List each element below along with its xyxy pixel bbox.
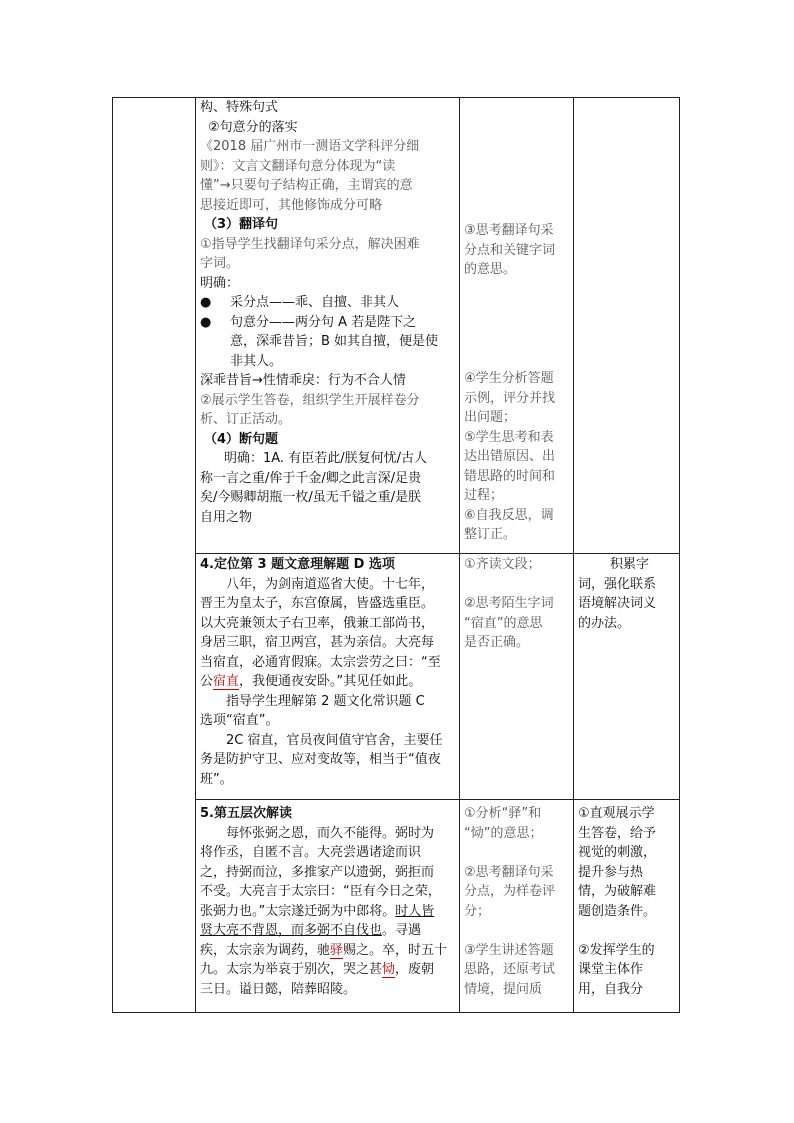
text-line: ①指导学生找翻译句采分点，解决困难 xyxy=(200,236,420,252)
text-line: ②思考陌生字词 xyxy=(464,596,554,611)
text-line: 身居三职，宿卫两宫，甚为亲信。大亮每 xyxy=(200,635,435,650)
text-line: 语境解决词义 xyxy=(578,596,657,611)
text-line: 分； xyxy=(464,903,491,919)
text-line: 三日。谥日懿，陪葬昭陵。 xyxy=(200,981,357,997)
column-divider xyxy=(459,97,460,1013)
text-line: 是否正确。 xyxy=(464,635,530,650)
text-line: 用，自我分 xyxy=(578,981,644,997)
highlighted-term: 驿 xyxy=(330,942,344,958)
row1-student-cell xyxy=(464,221,572,280)
text-line: 疾，太宗亲为调药，驰驿赐之。卒，时五十 xyxy=(200,942,448,958)
text-line: 生答卷，给予 xyxy=(578,825,657,841)
text-line: 整订正。 xyxy=(464,527,517,542)
section-heading: 5.第五层次解读 xyxy=(200,806,292,821)
text-line: 提升参与热 xyxy=(578,864,644,880)
row-divider xyxy=(195,553,680,554)
text-line: ③思考翻译句采 xyxy=(464,223,554,238)
text-line: 2C 宿直，官员夜间值守官舍，主要任 xyxy=(226,732,443,748)
table-border-left xyxy=(112,97,113,1013)
column-divider xyxy=(573,97,574,1013)
highlighted-term: 恸 xyxy=(382,962,396,977)
row-divider xyxy=(195,799,680,800)
text-line: 公宿直，我便通夜安卧。”其见任如此。 xyxy=(200,674,422,689)
text-line: 分点和关键字词 xyxy=(464,242,556,258)
text-line: 的办法。 xyxy=(578,615,631,631)
row3-design-cell xyxy=(578,804,678,999)
text-line: 出问题； xyxy=(464,410,517,425)
text-line: 达出错原因、出 xyxy=(464,449,556,464)
text-line: 贤大亮不背恩，而多弼不自伐也。寻遇 xyxy=(200,923,422,938)
text-line: 张弼力也。”太宗遂迁弼为中郎将。时人皆 xyxy=(200,903,435,919)
text-line: 不受。大亮言于太宗曰：“臣有今日之荣， xyxy=(200,884,441,899)
text-line: 指导学生理解第 2 题文化常识题 C xyxy=(226,693,425,709)
text-line: 析、订正活动。 xyxy=(200,412,292,427)
table-border-right xyxy=(679,97,680,1013)
text-line: “宿直”的意思 xyxy=(464,615,543,631)
text-line: ②思考翻译句采 xyxy=(464,864,554,880)
text-line: ④学生分析答题 xyxy=(464,371,554,386)
text-line: 选项“宿直”。 xyxy=(200,713,279,728)
text-line: 九。太宗为举哀于别次，哭之甚恸，废朝 xyxy=(200,962,435,977)
row2-design-cell xyxy=(578,555,678,633)
text-line: 明确： xyxy=(200,275,240,291)
text-line: 意，深乖昔旨；B 如其自擅，便是使 xyxy=(230,334,439,349)
text-line: 将作丞，自匿不言。大亮尝遇诸途而识 xyxy=(200,845,422,860)
text-line: 之，持弼而泣，多推家产以遗弼，弼拒而 xyxy=(200,864,435,880)
text-line: 积累字 xyxy=(610,557,650,572)
text-line: 非其人。 xyxy=(230,353,283,369)
text-line: 情，为破解难 xyxy=(578,884,657,899)
row1-content-cell xyxy=(200,98,458,552)
text-line: 晋王为皇太子，东宫僚属，皆盛选重臣。 xyxy=(200,596,435,611)
text-line: 自用之物 xyxy=(200,509,253,525)
text-line: 的意思。 xyxy=(464,262,517,277)
row1-student-cell-2 xyxy=(464,369,572,545)
text-line: 则》：文言文翻译句意分体现为“读 xyxy=(200,158,396,174)
section-heading: （4）断句题 xyxy=(204,431,279,447)
text-line: 班”。 xyxy=(200,771,233,787)
text-line: 词，强化联系 xyxy=(578,576,657,592)
lesson-plan-table xyxy=(112,97,680,1013)
text-line: 八年，为剑南道巡省大使。十七年， xyxy=(226,576,435,592)
text-line: 情境，提问质 xyxy=(464,981,543,997)
section-heading: 4.定位第 3 题文意理解题 D 选项 xyxy=(200,557,395,572)
section-heading: （3）翻译句 xyxy=(204,217,279,232)
text-line: 《2018 届广州市一测语文学科评分细 xyxy=(200,139,420,154)
text-line: ②句意分的落实 xyxy=(208,119,298,135)
text-line: 当宿直，必通宵假寐。太宗尝劳之曰：“至 xyxy=(200,654,441,670)
table-border-bottom xyxy=(112,1012,680,1013)
text-line: ①直观展示学 xyxy=(578,806,655,821)
text-line: ②展示学生答卷，组织学生开展样卷分 xyxy=(200,392,420,408)
text-line: 示例，评分并找 xyxy=(464,390,556,406)
text-line: 务是防护守卫、应对变故等，相当于“值夜 xyxy=(200,752,441,767)
text-line: 深乖昔旨→性情乖戾：行为不合人情 xyxy=(200,373,406,388)
text-line: 每怀张弼之恩，而久不能得。弼时为 xyxy=(226,825,435,841)
text-line: ①齐读文段； xyxy=(464,557,541,572)
bullet-icon: ● xyxy=(200,295,212,310)
text-line: 课堂主体作 xyxy=(578,962,644,977)
text-line: 错思路的时间和 xyxy=(464,468,556,484)
row3-content-cell xyxy=(200,804,458,1011)
text-line: 称一言之重/侔于千金/卿之此言深/足贵 xyxy=(200,470,422,486)
text-line: 思路，还原考试 xyxy=(464,962,556,977)
bullet-item: ● 采分点——乖、自擅、非其人 xyxy=(200,293,458,313)
text-line: 矣/今赐卿胡瓶一枚/虽无千镒之重/是朕 xyxy=(200,490,422,505)
text-line: 题创造条件。 xyxy=(578,903,657,919)
text-line: 分点，为样卷评 xyxy=(464,884,556,899)
text-line: 懂”→只要句子结构正确，主谓宾的意 xyxy=(200,178,413,193)
text-line: 视觉的刺激， xyxy=(578,845,657,860)
row2-content-cell xyxy=(200,555,458,798)
text-line: ③学生讲述答题 xyxy=(464,942,554,958)
text-line: ⑥自我反思，调 xyxy=(464,507,554,523)
text-line: 字词。 xyxy=(200,256,240,271)
text-line: “恸”的意思； xyxy=(464,825,543,841)
text-line: ②发挥学生的 xyxy=(578,942,655,958)
text-line: 过程； xyxy=(464,488,504,503)
row3-student-cell xyxy=(464,804,572,999)
highlighted-term: 宿直 xyxy=(213,674,240,689)
column-divider xyxy=(195,97,196,1013)
text-line: ⑤学生思考和表 xyxy=(464,429,554,445)
text-line: 明确：1A. 有臣若此/朕复何忧/古人 xyxy=(224,451,427,466)
bullet-icon: ● xyxy=(200,314,212,330)
text-line: 以大亮兼领太子右卫率，俄兼工部尚书， xyxy=(200,615,435,631)
row2-student-cell xyxy=(464,555,572,653)
text-line: 思接近即可，其他修饰成分可略 xyxy=(200,197,383,213)
text-line: ①分析“驿”和 xyxy=(464,806,542,821)
bullet-item: ● 句意分——两分句 A 若是陛下之 xyxy=(200,313,458,333)
text-line: 构、特殊句式 xyxy=(200,100,279,115)
